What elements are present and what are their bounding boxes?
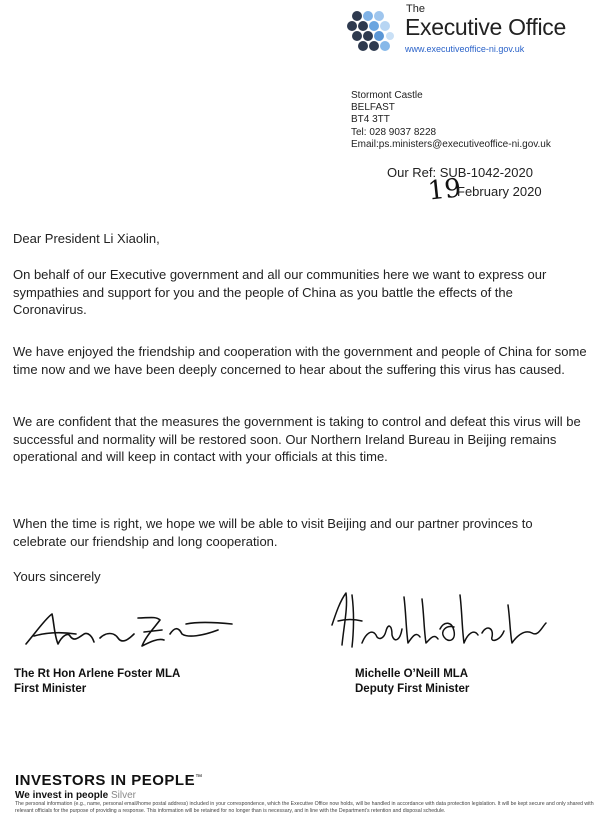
privacy-notice-text: The personal information (e.g., name, personal email/home postal address) included in your correspondence, which the Executive Office now holds, will be handled in accordance with data protection legislation. It will be kept secure and only shared with relevant officials for the purpose of providing a response. This information will be retained for no longer than is necessary, and in line with the Department’s retention and disposal schedule. xyxy=(15,801,594,814)
signatory-left-name: The Rt Hon Arlene Foster MLA xyxy=(14,668,181,680)
iip-level: Silver xyxy=(110,790,136,801)
signatory-right-title: Deputy First Minister xyxy=(355,683,470,695)
iip-title: INVESTORS IN PEOPLE xyxy=(15,772,196,789)
brand-name: Executive Office xyxy=(405,14,566,40)
handwritten-day: 19 xyxy=(426,173,463,207)
investors-in-people-logo xyxy=(15,772,203,789)
brand-prefix: The xyxy=(406,3,425,15)
paragraph-3 xyxy=(13,413,588,466)
paragraph-4 xyxy=(13,515,588,550)
signatory-left-title: First Minister xyxy=(14,683,87,695)
paragraph-1 xyxy=(13,266,588,319)
address-email[interactable]: Email:ps.ministers@executiveoffice-ni.gov.uk xyxy=(351,138,551,150)
paragraph-text: On behalf of our Executive government and all our communities here we want to express our sympathies and support for you and the people of China as you battle the effects of the Coronavirus. xyxy=(13,267,547,318)
iip-trademark: ™ xyxy=(195,774,203,781)
paragraph-text: When the time is right, we hope we will be able to visit Beijing and our partner provinces to celebrate our friendship and long cooperation. xyxy=(13,516,533,549)
salutation: Dear President Li Xiaolin, xyxy=(13,231,160,246)
address-block xyxy=(351,90,551,151)
signature-arlene-foster xyxy=(18,592,248,662)
address-telephone: Tel: 028 9037 8228 xyxy=(351,126,437,138)
privacy-notice xyxy=(15,801,595,814)
address-line: Stormont Castle xyxy=(351,90,423,101)
signatory-right-name: Michelle O’Neill MLA xyxy=(355,668,469,680)
closing: Yours sincerely xyxy=(13,569,101,584)
brand-url-link[interactable]: www.executiveoffice-ni.gov.uk xyxy=(405,44,525,54)
address-line: BT4 3TT xyxy=(351,114,390,126)
address-line: BELFAST xyxy=(351,102,395,114)
letter-date: February 2020 xyxy=(457,184,542,199)
signature-michelle-oneill xyxy=(326,585,556,660)
paragraph-text: We have enjoyed the friendship and cooperation with the government and people of China for some time now and we have been deeply concerned to hear about the suffering this virus has caused. xyxy=(13,344,587,377)
hexagon-cluster-icon xyxy=(344,6,396,56)
paragraph-text: We are confident that the measures the government is taking to control and defeat this virus will be successful and normality will be restored soon. Our Northern Ireland Bureau in Beijing remains operational and will keep in contact with your officials at this time. xyxy=(13,414,581,465)
iip-tagline-row xyxy=(15,790,136,801)
paragraph-2 xyxy=(13,343,588,378)
iip-tagline: We invest in people xyxy=(15,790,109,801)
our-reference: Our Ref: SUB-1042-2020 xyxy=(387,165,533,180)
